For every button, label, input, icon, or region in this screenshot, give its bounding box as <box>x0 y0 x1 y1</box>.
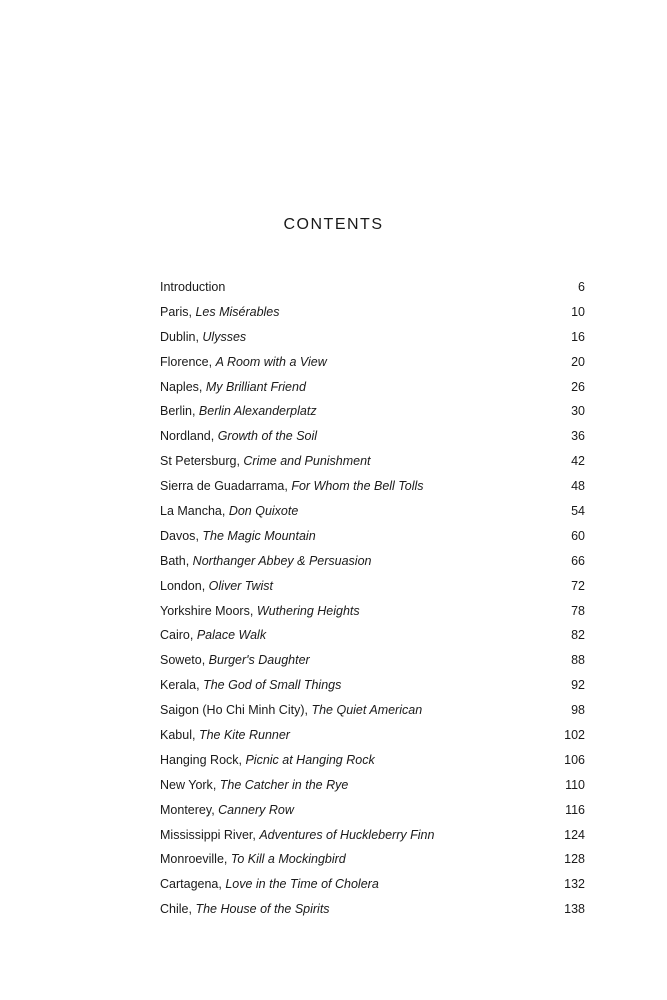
toc-entry-text <box>160 773 348 798</box>
toc-place: Mississippi River <box>160 827 253 842</box>
toc-place: London <box>160 578 202 593</box>
toc-entry <box>160 648 585 673</box>
toc-work-title: Crime and Punishment <box>243 454 371 469</box>
toc-page-number: 116 <box>565 802 585 817</box>
toc-separator: , <box>188 304 196 319</box>
toc-place: Cairo <box>160 628 190 643</box>
toc-entry-text <box>160 474 424 499</box>
toc-work-title: Northanger Abbey & Persuasion <box>192 553 372 568</box>
toc-place: Introduction <box>160 280 226 294</box>
toc-place: Chile <box>160 902 189 917</box>
toc-work-title: Picnic at Hanging Rock <box>245 752 375 767</box>
toc-separator: , <box>210 429 218 444</box>
toc-page-number: 36 <box>571 429 585 444</box>
toc-entry-text <box>160 524 316 549</box>
toc-separator: , <box>249 603 257 618</box>
toc-entry-text <box>160 599 360 624</box>
toc-page-number: 16 <box>571 329 585 344</box>
toc-entry-text <box>160 623 266 648</box>
toc-entry-text <box>160 872 379 897</box>
toc-entry <box>160 623 585 648</box>
toc-entry-text <box>160 549 371 574</box>
toc-work-title: Wuthering Heights <box>256 603 360 618</box>
toc-entry <box>160 300 585 325</box>
toc-place: New York <box>160 777 213 792</box>
toc-entry-text <box>160 449 371 474</box>
toc-work-title: The Kite Runner <box>198 728 290 743</box>
toc-entry-text <box>160 499 298 524</box>
toc-place: Hanging Rock <box>160 752 239 767</box>
toc-page-number: 110 <box>565 777 585 792</box>
toc-entry-text <box>160 300 280 325</box>
toc-entry-text <box>160 748 375 773</box>
toc-separator: , <box>201 653 209 668</box>
toc-entry <box>160 698 585 723</box>
toc-entry-text <box>160 325 246 350</box>
toc-page-number: 78 <box>571 603 585 618</box>
toc-place: Nordland <box>160 429 211 444</box>
toc-place: Dublin <box>160 329 196 344</box>
toc-work-title: To Kill a Mockingbird <box>230 852 346 867</box>
toc-place: Soweto <box>160 653 202 668</box>
toc-work-title: The God of Small Things <box>203 678 342 693</box>
toc-place: Naples <box>160 379 199 394</box>
toc-page-number: 88 <box>571 653 585 668</box>
toc-entry <box>160 823 585 848</box>
toc-place: Davos <box>160 528 196 543</box>
toc-separator: , <box>212 777 220 792</box>
toc-place: La Mancha <box>160 504 222 519</box>
toc-entry-text <box>160 350 327 375</box>
toc-work-title: Berlin Alexanderplatz <box>198 404 317 419</box>
toc-place: Bath <box>160 553 186 568</box>
toc-place: St Petersburg <box>160 454 237 469</box>
toc-page-number: 138 <box>564 902 585 917</box>
toc-separator: , <box>252 827 260 842</box>
toc-page-number: 98 <box>571 703 585 718</box>
toc-separator: , <box>208 354 216 369</box>
toc-page-number: 66 <box>571 553 585 568</box>
toc-work-title: Don Quixote <box>228 504 299 519</box>
toc-entry <box>160 275 585 300</box>
toc-place: Monterey <box>160 802 212 817</box>
toc-work-title: Ulysses <box>202 329 247 344</box>
toc-entry <box>160 897 585 922</box>
toc-work-title: The Quiet American <box>311 703 423 718</box>
toc-entry <box>160 375 585 400</box>
toc-entry <box>160 350 585 375</box>
toc-place: Paris <box>160 304 189 319</box>
toc-separator: , <box>191 728 199 743</box>
toc-entry <box>160 524 585 549</box>
toc-work-title: My Brilliant Friend <box>205 379 306 394</box>
toc-separator: , <box>236 454 244 469</box>
toc-page-number: 6 <box>578 280 585 294</box>
toc-entry <box>160 449 585 474</box>
toc-place: Berlin <box>160 404 192 419</box>
toc-entry-text <box>160 648 310 673</box>
toc-entry <box>160 549 585 574</box>
toc-place: Yorkshire Moors <box>160 603 250 618</box>
toc-entry-text <box>160 723 290 748</box>
toc-separator: , <box>195 528 203 543</box>
toc-entry-text <box>160 574 273 599</box>
table-of-contents <box>160 275 585 922</box>
toc-separator: , <box>218 877 226 892</box>
toc-entry <box>160 798 585 823</box>
toc-work-title: Les Misérables <box>195 304 280 319</box>
toc-entry-text <box>160 798 294 823</box>
toc-work-title: Burger's Daughter <box>208 653 310 668</box>
toc-work-title: Cannery Row <box>218 802 294 817</box>
page-title: CONTENTS <box>283 216 384 233</box>
toc-entry-text <box>160 399 317 424</box>
toc-entry <box>160 399 585 424</box>
toc-entry <box>160 773 585 798</box>
toc-page-number: 54 <box>571 504 585 519</box>
toc-separator: , <box>191 404 199 419</box>
toc-separator: , <box>211 802 219 817</box>
toc-entry <box>160 748 585 773</box>
toc-work-title: Palace Walk <box>196 628 267 643</box>
toc-entry <box>160 847 585 872</box>
toc-page-number: 106 <box>564 752 585 767</box>
toc-entry <box>160 599 585 624</box>
toc-separator: , <box>284 479 292 494</box>
toc-place: Sierra de Guadarrama <box>160 479 285 494</box>
toc-page-number: 124 <box>564 827 585 842</box>
toc-page-number: 10 <box>571 304 585 319</box>
toc-entry-text <box>160 823 434 848</box>
toc-separator: , <box>221 504 229 519</box>
toc-separator: , <box>223 852 231 867</box>
toc-entry <box>160 872 585 897</box>
toc-entry-text <box>160 847 346 872</box>
toc-entry <box>160 474 585 499</box>
toc-entry-text <box>160 424 317 449</box>
toc-place: Florence <box>160 354 209 369</box>
toc-place: Monroeville <box>160 852 224 867</box>
toc-work-title: For Whom the Bell Tolls <box>291 479 424 494</box>
toc-entry-text <box>160 698 422 723</box>
toc-entry <box>160 574 585 599</box>
toc-entry <box>160 424 585 449</box>
toc-page-number: 26 <box>571 379 585 394</box>
toc-entry <box>160 499 585 524</box>
toc-page-number: 102 <box>564 728 585 743</box>
toc-work-title: Growth of the Soil <box>217 429 318 444</box>
toc-entry-text <box>160 897 330 922</box>
toc-entry <box>160 325 585 350</box>
toc-work-title: Oliver Twist <box>208 578 274 593</box>
toc-page-number: 72 <box>571 578 585 593</box>
toc-page-number: 60 <box>571 528 585 543</box>
toc-work-title: The Magic Mountain <box>202 528 316 543</box>
toc-separator: , <box>198 379 206 394</box>
toc-separator: , <box>238 752 246 767</box>
toc-separator: , <box>196 678 204 693</box>
toc-place: Cartagena <box>160 877 219 892</box>
toc-entry-text <box>160 275 225 300</box>
toc-entry-text <box>160 375 306 400</box>
toc-page-number: 82 <box>571 628 585 643</box>
toc-page-number: 30 <box>571 404 585 419</box>
toc-separator: , <box>185 553 193 568</box>
toc-page-number: 48 <box>571 479 585 494</box>
toc-place: Saigon (Ho Chi Minh City) <box>160 703 305 718</box>
toc-place: Kabul <box>160 728 192 743</box>
toc-page-number: 20 <box>571 354 585 369</box>
toc-work-title: The House of the Spirits <box>195 902 330 917</box>
toc-page-number: 128 <box>564 852 585 867</box>
toc-place: Kerala <box>160 678 197 693</box>
toc-work-title: A Room with a View <box>215 354 327 369</box>
toc-work-title: The Catcher in the Rye <box>219 777 349 792</box>
toc-page-number: 42 <box>571 454 585 469</box>
toc-entry <box>160 723 585 748</box>
toc-work-title: Love in the Time of Cholera <box>225 877 379 892</box>
toc-separator: , <box>201 578 209 593</box>
toc-page-number: 132 <box>564 877 585 892</box>
toc-separator: , <box>188 902 196 917</box>
toc-entry-text <box>160 673 341 698</box>
toc-separator: , <box>189 628 197 643</box>
toc-page-number: 92 <box>571 678 585 693</box>
toc-work-title: Adventures of Huckleberry Finn <box>259 827 435 842</box>
toc-separator: , <box>304 703 312 718</box>
toc-entry <box>160 673 585 698</box>
toc-separator: , <box>195 329 203 344</box>
